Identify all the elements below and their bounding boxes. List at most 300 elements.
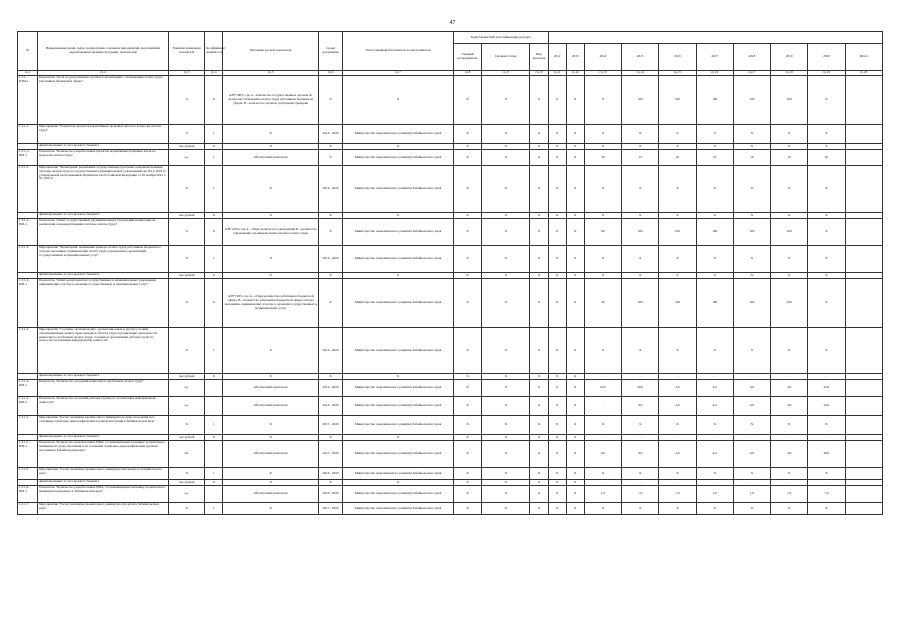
row-cell (845, 397, 882, 416)
row-cell: 92 (808, 150, 845, 166)
row-cell: X (566, 125, 584, 144)
row-cell: X (696, 125, 733, 144)
row-cell: X (659, 125, 696, 144)
row-cell: X (223, 468, 319, 480)
row-cell: 1 (205, 166, 223, 213)
row-cell: X (530, 219, 548, 246)
row-cell: 4,0 (771, 380, 808, 397)
row-cell: 10 (771, 150, 808, 166)
row-name: финансирование за счет краевого бюджета (38, 213, 169, 219)
row-cell (205, 486, 223, 503)
row-cell (845, 486, 882, 503)
column-number: гр.3 (169, 71, 205, 76)
row-cell: 30,0 (622, 380, 659, 397)
row-cell: X (771, 503, 808, 515)
row-cell: X (771, 246, 808, 273)
row-cell: ед. (169, 486, 205, 503)
row-cell: X (482, 435, 530, 441)
row-cell: - (659, 480, 696, 486)
row-cell: X (223, 503, 319, 515)
row-cell: X (771, 166, 808, 213)
row-cell: - (808, 374, 845, 380)
table-row (18, 468, 883, 480)
table-row (18, 76, 883, 125)
row-cell: X (530, 328, 548, 374)
row-cell: X (530, 416, 548, 435)
row-cell: - (733, 480, 770, 486)
row-code: 1.3.1.6.-ПМ-1 (18, 486, 38, 503)
row-cell: X (319, 480, 343, 486)
table-row (18, 486, 883, 503)
row-cell: X (482, 125, 530, 144)
row-cell: 10 (659, 150, 696, 166)
row-cell: Министерство экономического развития Забайкальского края (343, 150, 454, 166)
header-year: 2016 (659, 44, 696, 71)
row-cell: X (530, 279, 548, 328)
table-row (18, 125, 883, 144)
header-year: 2012 (548, 44, 566, 71)
row-cell: X (319, 273, 343, 279)
row-cell: X (453, 125, 481, 144)
row-cell (845, 166, 882, 213)
row-cell: X (530, 397, 548, 416)
row-cell: X (584, 273, 621, 279)
row-cell: % (169, 279, 205, 328)
row-cell: X (659, 144, 696, 150)
row-code: 1.3.1.1. (18, 125, 38, 144)
row-cell: X (733, 213, 770, 219)
row-code: 1.3.1.6. (18, 468, 38, 480)
row-cell: 4,0 (659, 380, 696, 397)
row-cell: 12 (622, 150, 659, 166)
row-cell: X (566, 219, 584, 246)
row-cell: X (808, 166, 845, 213)
row-cell: X (343, 273, 454, 279)
row-cell: X (566, 144, 584, 150)
row-cell: X (530, 441, 548, 468)
row-cell: 1 (205, 468, 223, 480)
row-cell (205, 380, 223, 397)
row-cell: X (696, 166, 733, 213)
row-cell: X (548, 374, 566, 380)
row-cell: 1 (205, 328, 223, 374)
row-cell: X (453, 416, 481, 435)
row-cell: X (453, 76, 481, 125)
row-cell: 90 (584, 279, 621, 328)
row-cell: X (482, 150, 530, 166)
row-cell: X (808, 213, 845, 219)
row-cell: X (659, 328, 696, 374)
row-cell: Министерство экономического развития Забайкальского края (343, 486, 454, 503)
row-cell: 1,0 (733, 486, 770, 503)
row-cell: 4,0 (733, 397, 770, 416)
row-cell: X (622, 144, 659, 150)
row-cell: % (169, 219, 205, 246)
row-cell: X (808, 125, 845, 144)
row-cell: X (808, 416, 845, 435)
row-cell: 4,0 (771, 397, 808, 416)
row-cell: X (482, 397, 530, 416)
row-cell: X (733, 144, 770, 150)
row-cell: X (548, 503, 566, 515)
row-cell: X (566, 150, 584, 166)
program-table (17, 31, 883, 515)
row-cell: % (169, 76, 205, 125)
row-cell: - (659, 435, 696, 441)
row-code: 1.3.1.4. (18, 328, 38, 374)
row-cell: Министерство экономического развития Забайкальского края (343, 279, 454, 328)
row-cell: X (319, 144, 343, 150)
row-cell: X (205, 273, 223, 279)
row-cell: 100 (733, 219, 770, 246)
row-cell: X (548, 328, 566, 374)
row-cell: X (696, 213, 733, 219)
row-cell: Министерство экономического развития Забайкальского края (343, 246, 454, 273)
row-cell: X (622, 328, 659, 374)
row-cell: Министерство экономического развития Забайкальского края (343, 416, 454, 435)
row-cell: X (548, 166, 566, 213)
row-cell: X (771, 144, 808, 150)
row-cell: X (584, 468, 621, 480)
row-cell: - (696, 480, 733, 486)
row-cell: X (343, 144, 454, 150)
row-cell: X (548, 441, 566, 468)
row-cell: X (482, 441, 530, 468)
header-year: 2015 (622, 44, 659, 71)
column-number: гр.7 (343, 71, 454, 76)
row-name: Показатель "Охват мониторингом государственных и муниципальных учреждений, принимающих участие в оказании государственных и муниципальных услуг" (38, 279, 169, 328)
row-cell: X (530, 246, 548, 273)
row-cell: X (482, 416, 530, 435)
table-row (18, 503, 883, 515)
row-cell: 1,0 (622, 486, 659, 503)
row-cell: X (584, 416, 621, 435)
row-cell: X (548, 125, 566, 144)
row-cell (845, 279, 882, 328)
row-cell: X (566, 397, 584, 416)
row-cell: X (659, 468, 696, 480)
row-cell: 43,0 (808, 380, 845, 397)
row-cell: 30 (584, 150, 621, 166)
row-cell: X (566, 328, 584, 374)
row-cell (845, 219, 882, 246)
column-number: гр.10 (530, 71, 548, 76)
row-cell: X (566, 246, 584, 273)
column-number: гр.1 (18, 71, 38, 76)
row-cell: X (584, 328, 621, 374)
row-cell: 100 (771, 76, 808, 125)
row-name: Мероприятие "Расчет величины прожиточного минимума пенсионера в Забайкальском крае" (38, 468, 169, 480)
header-year: 2013 (566, 44, 584, 71)
column-number: гр.20 (845, 71, 882, 76)
row-code: 1.3.1.3. (18, 246, 38, 273)
row-cell: X (482, 213, 530, 219)
row-cell: X (453, 273, 481, 279)
row-cell: 4,0 (733, 441, 770, 468)
row-name: Показатель "Количество заседаний комиссии по проблемам оплаты труда" (38, 380, 169, 397)
row-cell: X (343, 213, 454, 219)
row-cell: X (319, 76, 343, 125)
header-period: Сроки реализации (319, 32, 343, 71)
row-cell: X (622, 166, 659, 213)
row-cell: X (530, 213, 548, 219)
row-cell: X (223, 246, 319, 273)
header-budget-codes: Коды бюджетной классификации расходов (453, 32, 548, 44)
row-cell: X (169, 468, 205, 480)
row-cell: 1 (205, 503, 223, 515)
row-cell: X (771, 125, 808, 144)
row-cell: X (482, 480, 530, 486)
row-name: Мероприятие "Мониторинг повышения размера оплаты труда работников бюджетного сектора экономики, принимающих оплату труда учреждений и организаций государственных и муниципальных услуг" (38, 246, 169, 273)
column-number: гр.18 (771, 71, 808, 76)
row-cell: тыс.рублей (169, 213, 205, 219)
row-cell: X (622, 213, 659, 219)
column-number: гр.9 (482, 71, 530, 76)
row-cell: X (482, 144, 530, 150)
row-cell: - (808, 480, 845, 486)
row-cell: X (566, 279, 584, 328)
table-row (18, 416, 883, 435)
column-number: гр.16 (696, 71, 733, 76)
row-cell: X (530, 468, 548, 480)
row-cell: Абсолютный показатель (223, 380, 319, 397)
row-cell: X (319, 213, 343, 219)
row-cell: X (169, 416, 205, 435)
row-cell: X (584, 246, 621, 273)
row-cell: X (696, 273, 733, 279)
row-cell: тыс.рублей (169, 273, 205, 279)
row-name: Мероприятие "Создание экономических, организационных и других условий, обеспечивающих защиту прав граждан в области труда (организацию деятельности комиссии по проблемам оплаты труда, создание и организацию рабочих групп по вопросам легализации неформальной занятости" (38, 328, 169, 374)
row-cell: X (808, 328, 845, 374)
row-cell: X (548, 397, 566, 416)
row-cell: X (566, 273, 584, 279)
row-cell: X (169, 125, 205, 144)
row-cell: 1 (205, 246, 223, 273)
row-cell: - (733, 435, 770, 441)
row-cell (845, 246, 882, 273)
row-cell: X (733, 246, 770, 273)
row-cell: X (482, 246, 530, 273)
row-cell: 2014 - 2020 (319, 397, 343, 416)
row-cell: X (223, 213, 319, 219)
row-cell: X (771, 273, 808, 279)
row-cell: 4,0 (622, 397, 659, 416)
row-cell: A/B*100%, где A - количество государственных органов по вопросам соблюдения оплаты труда работников бюджетной сферы, B - количество органов, требующих проверки (223, 76, 319, 125)
row-cell: X (453, 213, 481, 219)
row-cell: 100 (622, 76, 659, 125)
row-cell: X (696, 416, 733, 435)
row-cell: X (566, 213, 584, 219)
row-cell: X (169, 166, 205, 213)
row-cell: X (205, 76, 223, 125)
row-cell: X (530, 166, 548, 213)
row-cell (845, 416, 882, 435)
row-cell: X (453, 503, 481, 515)
row-cell: X (584, 76, 621, 125)
row-cell: X (659, 273, 696, 279)
header-year: 2019 (771, 44, 808, 71)
row-cell: X (453, 219, 481, 246)
row-cell: X (319, 374, 343, 380)
row-cell: Абсолютный показатель (223, 486, 319, 503)
row-cell: X (530, 486, 548, 503)
row-cell: Министерство экономического развития Забайкальского края (343, 125, 454, 144)
row-cell: 1 (205, 416, 223, 435)
row-cell: 1 (205, 150, 223, 166)
row-cell: X (659, 246, 696, 273)
row-cell: X (548, 273, 566, 279)
row-cell: X (808, 246, 845, 273)
row-name: финансирование за счет краевого бюджета (38, 480, 169, 486)
row-name: финансирование за счет краевого бюджета (38, 144, 169, 150)
header-year: 2017 (696, 44, 733, 71)
row-cell: 4,0 (696, 380, 733, 397)
row-cell: Министерство экономического развития Забайкальского края (343, 468, 454, 480)
row-code: 1.3.1.2. (18, 166, 38, 213)
row-cell: X (530, 150, 548, 166)
row-cell: X (771, 213, 808, 219)
row-cell: шт (169, 441, 205, 468)
row-cell: X (482, 503, 530, 515)
row-cell: 4,0 (622, 441, 659, 468)
row-cell: X (622, 503, 659, 515)
row-cell: X (223, 166, 319, 213)
row-cell: Министерство экономического развития Забайкальского края (343, 219, 454, 246)
row-name: Показатель "Количество заседаний рабочей группы по легализации неформальной занятости" (38, 397, 169, 416)
row-cell: 4,0 (696, 397, 733, 416)
row-cell: X (566, 380, 584, 397)
row-cell: 4,0 (696, 441, 733, 468)
row-cell: - (696, 374, 733, 380)
row-cell: X (808, 468, 845, 480)
row-cell: X (566, 374, 584, 380)
row-cell: X (169, 246, 205, 273)
row-cell: X (733, 468, 770, 480)
row-cell: ед. (169, 150, 205, 166)
row-cell: X (584, 125, 621, 144)
row-cell: X (482, 76, 530, 125)
row-cell: 1,0 (696, 486, 733, 503)
row-cell: X (584, 166, 621, 213)
row-cell: X (205, 279, 223, 328)
row-cell: X (566, 166, 584, 213)
row-code: 1.3.1.5.-ПМ-1 (18, 441, 38, 468)
row-cell: Министерство экономического развития Забайкальского края (343, 380, 454, 397)
row-cell: X (566, 435, 584, 441)
row-cell: тыс.рублей (169, 435, 205, 441)
row-cell: X (733, 125, 770, 144)
row-cell: - (622, 435, 659, 441)
row-cell: X (482, 328, 530, 374)
row-cell: 1,0 (659, 486, 696, 503)
row-cell: X (453, 144, 481, 150)
row-cell (845, 76, 882, 125)
row-name: Мероприятие "Разработка проектов нормативных правовых актов по вопросам оплаты труда" (38, 125, 169, 144)
row-cell: - (771, 480, 808, 486)
row-cell: Абсолютный показатель (223, 397, 319, 416)
row-cell: X (482, 166, 530, 213)
row-cell: X (808, 503, 845, 515)
column-number: гр.2 (38, 71, 169, 76)
row-cell: X (566, 480, 584, 486)
row-cell: Министерство экономического развития Забайкальского края (343, 166, 454, 213)
row-cell: X (223, 416, 319, 435)
row-cell: Министерство экономического развития Забайкальского края (343, 441, 454, 468)
row-cell: X (482, 279, 530, 328)
row-cell: ед. (169, 380, 205, 397)
row-cell: X (482, 273, 530, 279)
row-cell: 4,0 (584, 441, 621, 468)
row-cell: 2014 - 2020 (319, 246, 343, 273)
row-cell: X (696, 328, 733, 374)
row-name: Мероприятие "Расчет величины прожиточного минимума для детей в Забайкальском крае" (38, 503, 169, 515)
header-code-sub: Вид расходов (530, 44, 548, 71)
table-row (18, 441, 883, 468)
row-cell: X (548, 435, 566, 441)
row-cell: Министерство экономического развития Забайкальского края (343, 397, 454, 416)
row-cell: X (205, 219, 223, 246)
row-cell: - (733, 374, 770, 380)
row-cell: 100 (771, 219, 808, 246)
row-cell: - (622, 480, 659, 486)
row-cell: X (453, 166, 481, 213)
row-cell: X (566, 503, 584, 515)
row-cell: X (566, 486, 584, 503)
row-cell: X (453, 435, 481, 441)
row-cell: 100 (696, 76, 733, 125)
row-cell: X (223, 480, 319, 486)
header-code-sub: Главный распорядитель (453, 44, 481, 71)
row-cell: X (771, 416, 808, 435)
row-cell: 2015 - 2020 (319, 416, 343, 435)
table-row (18, 246, 883, 273)
row-cell: X (548, 76, 566, 125)
row-cell (845, 468, 882, 480)
row-cell: - (584, 435, 621, 441)
row-cell: X (733, 416, 770, 435)
row-name: финансирование за счет краевого бюджета (38, 374, 169, 380)
row-cell: X (453, 486, 481, 503)
header-method: Методика расчета показателя (223, 32, 319, 71)
row-cell: 100 (659, 76, 696, 125)
row-cell: X (223, 144, 319, 150)
row-code: 1.3.1.5. (18, 416, 38, 435)
row-code: 1.3.1.-ПЗМ-1 (18, 76, 38, 125)
row-cell: X (343, 76, 454, 125)
row-cell: A/B*100%, где A - общее количество учреждений, B - количество учреждений, где введена новая система оплаты труда (223, 219, 319, 246)
column-number: гр.8 (453, 71, 481, 76)
row-cell: X (205, 374, 223, 380)
row-cell: Министерство экономического развития Забайкальского края (343, 503, 454, 515)
column-number: гр.11 (548, 71, 566, 76)
row-cell: X (530, 374, 548, 380)
row-cell: X (530, 480, 548, 486)
row-cell: ед. (169, 397, 205, 416)
header-executor: Ответственный исполнитель и соисполнители (343, 32, 454, 71)
row-cell: X (566, 441, 584, 468)
row-cell: X (482, 486, 530, 503)
table-row (18, 279, 883, 328)
row-cell: 4,0 (733, 380, 770, 397)
row-cell: X (548, 144, 566, 150)
row-cell: X (482, 468, 530, 480)
row-name: Показатель "Охват государственных (муниципальных) учреждений мониторингом реализации совершенствования системы оплаты труда" (38, 219, 169, 246)
row-cell: - (584, 374, 621, 380)
row-cell: - (584, 397, 621, 416)
header-year: Итого (845, 44, 882, 71)
row-cell: X (808, 219, 845, 246)
row-cell: X (530, 125, 548, 144)
